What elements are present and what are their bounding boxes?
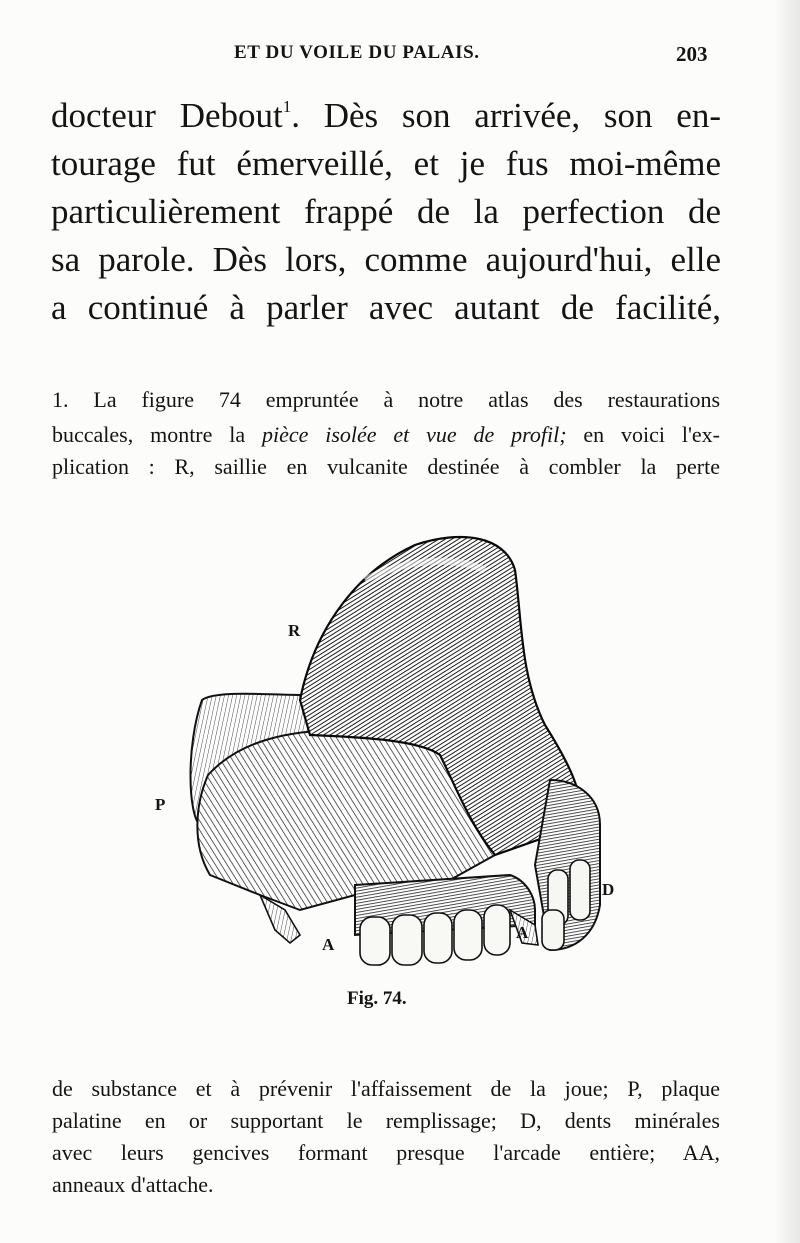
- figure-label-d: D: [602, 880, 615, 899]
- running-head: ET DU VOILE DU PALAIS.: [234, 42, 480, 63]
- page-edge-shadow: [774, 0, 800, 1243]
- footnote-marker: 1: [282, 97, 292, 116]
- footnote-line-6: avec leurs gencives formant presque l'arcade entière; AA,: [52, 1140, 720, 1165]
- body-line-1: [51, 96, 721, 136]
- footnote-line-5: palatine en or supportant le remplissage; D, dents minérales: [52, 1108, 720, 1133]
- figure-dental-prosthesis: [150, 525, 630, 975]
- figure-label-a-right: A: [516, 923, 529, 942]
- page-number: 203: [676, 42, 708, 66]
- figure-label-p: P: [155, 795, 166, 814]
- footnote-text: buccales, montre la: [52, 422, 262, 447]
- footnote-line-7: anneaux d'attache.: [52, 1172, 214, 1197]
- prosthesis-engraving: [150, 525, 630, 975]
- body-text: . Dès son arrivée, son en-: [291, 96, 721, 135]
- body-line-4: sa parole. Dès lors, comme aujourd'hui, elle: [51, 240, 721, 279]
- body-line-5: a continué à parler avec autant de facilité,: [51, 288, 721, 327]
- body-text: docteur Debout: [51, 96, 283, 135]
- footnote-line-3: plication : R, saillie en vulcanite destinée à combler la perte: [52, 454, 720, 479]
- figure-label-a-left: A: [322, 935, 335, 954]
- footnote-line-4: de substance et à prévenir l'affaissement de la joue; P, plaque: [52, 1076, 720, 1101]
- footnote-line-1: 1. La figure 74 empruntée à notre atlas des restaurations: [52, 387, 720, 412]
- figure-caption: Fig. 74.: [347, 988, 407, 1009]
- body-line-3: particulièrement frappé de la perfection de: [51, 192, 721, 231]
- footnote-line-2: [52, 421, 720, 449]
- footnote-text: en voici l'ex-: [566, 422, 720, 447]
- body-line-2: tourage fut émerveillé, et je fus moi-même: [51, 144, 721, 183]
- figure-label-r: R: [288, 621, 301, 640]
- footnote-italic-text: pièce isolée et vue de profil;: [261, 422, 567, 447]
